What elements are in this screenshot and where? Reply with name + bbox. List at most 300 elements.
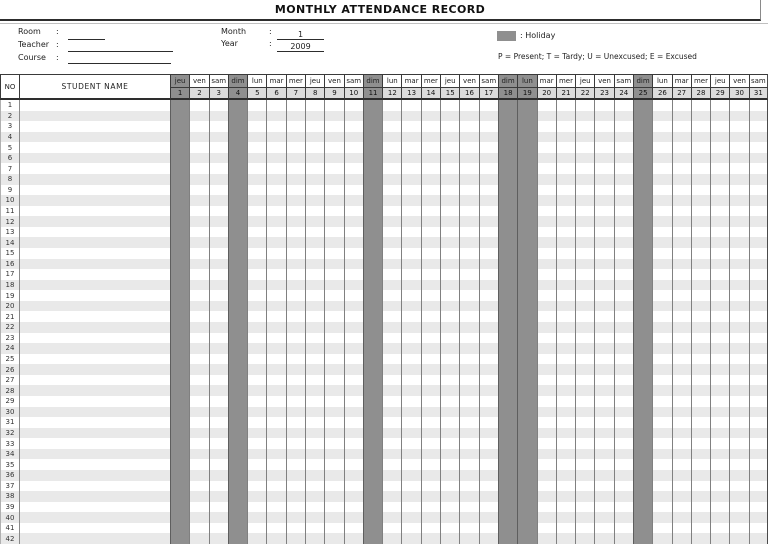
- attendance-cell[interactable]: [691, 174, 710, 185]
- attendance-cell[interactable]: [363, 438, 382, 449]
- attendance-cell[interactable]: [556, 195, 575, 206]
- attendance-cell[interactable]: [170, 343, 189, 354]
- attendance-cell[interactable]: [672, 280, 691, 291]
- attendance-cell[interactable]: [633, 132, 652, 143]
- attendance-cell[interactable]: [344, 470, 363, 481]
- attendance-cell[interactable]: [189, 280, 208, 291]
- attendance-cell[interactable]: [652, 163, 671, 174]
- attendance-cell[interactable]: [324, 449, 343, 460]
- attendance-cell[interactable]: [498, 227, 517, 238]
- attendance-cell[interactable]: [749, 248, 768, 259]
- attendance-cell[interactable]: [209, 449, 228, 460]
- attendance-cell[interactable]: [247, 311, 266, 322]
- attendance-cell[interactable]: [228, 174, 247, 185]
- attendance-cell[interactable]: [517, 248, 536, 259]
- student-name-cell[interactable]: [19, 364, 170, 375]
- attendance-cell[interactable]: [537, 132, 556, 143]
- attendance-cell[interactable]: [189, 111, 208, 122]
- attendance-cell[interactable]: [556, 280, 575, 291]
- attendance-cell[interactable]: [305, 142, 324, 153]
- attendance-cell[interactable]: [209, 280, 228, 291]
- attendance-cell[interactable]: [575, 259, 594, 270]
- attendance-cell[interactable]: [633, 142, 652, 153]
- attendance-cell[interactable]: [209, 502, 228, 513]
- attendance-cell[interactable]: [691, 449, 710, 460]
- attendance-cell[interactable]: [498, 100, 517, 111]
- attendance-cell[interactable]: [537, 237, 556, 248]
- attendance-cell[interactable]: [344, 428, 363, 439]
- attendance-cell[interactable]: [498, 301, 517, 312]
- attendance-cell[interactable]: [594, 407, 613, 418]
- attendance-cell[interactable]: [286, 375, 305, 386]
- attendance-cell[interactable]: [286, 417, 305, 428]
- attendance-cell[interactable]: [286, 185, 305, 196]
- attendance-cell[interactable]: [286, 142, 305, 153]
- attendance-cell[interactable]: [209, 470, 228, 481]
- attendance-cell[interactable]: [382, 248, 401, 259]
- attendance-cell[interactable]: [421, 237, 440, 248]
- attendance-cell[interactable]: [305, 343, 324, 354]
- attendance-cell[interactable]: [344, 259, 363, 270]
- attendance-cell[interactable]: [286, 396, 305, 407]
- attendance-cell[interactable]: [266, 512, 285, 523]
- attendance-cell[interactable]: [594, 174, 613, 185]
- attendance-cell[interactable]: [729, 195, 748, 206]
- attendance-cell[interactable]: [537, 206, 556, 217]
- attendance-cell[interactable]: [614, 185, 633, 196]
- attendance-cell[interactable]: [266, 523, 285, 534]
- attendance-cell[interactable]: [614, 533, 633, 544]
- attendance-cell[interactable]: [324, 174, 343, 185]
- attendance-cell[interactable]: [363, 459, 382, 470]
- attendance-cell[interactable]: [344, 216, 363, 227]
- attendance-cell[interactable]: [440, 163, 459, 174]
- attendance-cell[interactable]: [440, 523, 459, 534]
- attendance-cell[interactable]: [266, 195, 285, 206]
- attendance-cell[interactable]: [266, 269, 285, 280]
- attendance-cell[interactable]: [421, 481, 440, 492]
- attendance-cell[interactable]: [498, 470, 517, 481]
- attendance-cell[interactable]: [344, 481, 363, 492]
- attendance-cell[interactable]: [440, 227, 459, 238]
- attendance-cell[interactable]: [594, 142, 613, 153]
- attendance-cell[interactable]: [421, 343, 440, 354]
- attendance-cell[interactable]: [652, 417, 671, 428]
- attendance-cell[interactable]: [247, 195, 266, 206]
- attendance-cell[interactable]: [170, 375, 189, 386]
- attendance-cell[interactable]: [363, 407, 382, 418]
- attendance-cell[interactable]: [209, 428, 228, 439]
- attendance-cell[interactable]: [247, 259, 266, 270]
- attendance-cell[interactable]: [691, 311, 710, 322]
- attendance-cell[interactable]: [652, 512, 671, 523]
- attendance-cell[interactable]: [498, 185, 517, 196]
- attendance-cell[interactable]: [440, 290, 459, 301]
- attendance-cell[interactable]: [324, 216, 343, 227]
- attendance-cell[interactable]: [517, 396, 536, 407]
- attendance-cell[interactable]: [749, 227, 768, 238]
- attendance-cell[interactable]: [594, 354, 613, 365]
- attendance-cell[interactable]: [266, 491, 285, 502]
- attendance-cell[interactable]: [691, 354, 710, 365]
- attendance-cell[interactable]: [729, 259, 748, 270]
- attendance-cell[interactable]: [517, 364, 536, 375]
- attendance-cell[interactable]: [556, 132, 575, 143]
- attendance-cell[interactable]: [421, 311, 440, 322]
- attendance-cell[interactable]: [498, 428, 517, 439]
- attendance-cell[interactable]: [305, 163, 324, 174]
- attendance-cell[interactable]: [594, 449, 613, 460]
- attendance-cell[interactable]: [729, 269, 748, 280]
- attendance-cell[interactable]: [672, 438, 691, 449]
- attendance-cell[interactable]: [247, 343, 266, 354]
- attendance-cell[interactable]: [209, 248, 228, 259]
- attendance-cell[interactable]: [710, 533, 729, 544]
- attendance-cell[interactable]: [209, 163, 228, 174]
- attendance-cell[interactable]: [382, 153, 401, 164]
- attendance-cell[interactable]: [266, 259, 285, 270]
- attendance-cell[interactable]: [537, 301, 556, 312]
- attendance-cell[interactable]: [247, 132, 266, 143]
- attendance-cell[interactable]: [556, 322, 575, 333]
- attendance-cell[interactable]: [189, 248, 208, 259]
- attendance-cell[interactable]: [537, 153, 556, 164]
- attendance-cell[interactable]: [479, 449, 498, 460]
- student-name-cell[interactable]: [19, 153, 170, 164]
- attendance-cell[interactable]: [479, 311, 498, 322]
- attendance-cell[interactable]: [209, 259, 228, 270]
- attendance-cell[interactable]: [305, 502, 324, 513]
- attendance-cell[interactable]: [440, 428, 459, 439]
- attendance-cell[interactable]: [440, 259, 459, 270]
- attendance-cell[interactable]: [305, 132, 324, 143]
- attendance-cell[interactable]: [440, 269, 459, 280]
- attendance-cell[interactable]: [691, 290, 710, 301]
- attendance-cell[interactable]: [344, 195, 363, 206]
- attendance-cell[interactable]: [459, 142, 478, 153]
- attendance-cell[interactable]: [440, 449, 459, 460]
- attendance-cell[interactable]: [266, 280, 285, 291]
- attendance-cell[interactable]: [749, 216, 768, 227]
- attendance-cell[interactable]: [729, 206, 748, 217]
- attendance-cell[interactable]: [517, 227, 536, 238]
- attendance-cell[interactable]: [247, 407, 266, 418]
- attendance-cell[interactable]: [614, 375, 633, 386]
- attendance-cell[interactable]: [749, 385, 768, 396]
- attendance-cell[interactable]: [729, 354, 748, 365]
- attendance-cell[interactable]: [614, 206, 633, 217]
- attendance-cell[interactable]: [363, 142, 382, 153]
- attendance-cell[interactable]: [459, 301, 478, 312]
- student-name-cell[interactable]: [19, 163, 170, 174]
- attendance-cell[interactable]: [556, 227, 575, 238]
- student-name-cell[interactable]: [19, 216, 170, 227]
- attendance-cell[interactable]: [189, 502, 208, 513]
- attendance-cell[interactable]: [594, 343, 613, 354]
- attendance-cell[interactable]: [286, 407, 305, 418]
- attendance-cell[interactable]: [633, 396, 652, 407]
- attendance-cell[interactable]: [401, 407, 420, 418]
- attendance-cell[interactable]: [710, 375, 729, 386]
- attendance-cell[interactable]: [247, 206, 266, 217]
- attendance-cell[interactable]: [363, 227, 382, 238]
- attendance-cell[interactable]: [729, 185, 748, 196]
- attendance-cell[interactable]: [401, 385, 420, 396]
- attendance-cell[interactable]: [517, 512, 536, 523]
- attendance-cell[interactable]: [266, 428, 285, 439]
- attendance-cell[interactable]: [228, 142, 247, 153]
- attendance-cell[interactable]: [401, 396, 420, 407]
- attendance-cell[interactable]: [382, 142, 401, 153]
- attendance-cell[interactable]: [440, 385, 459, 396]
- attendance-cell[interactable]: [575, 132, 594, 143]
- attendance-cell[interactable]: [266, 322, 285, 333]
- attendance-cell[interactable]: [459, 195, 478, 206]
- attendance-cell[interactable]: [556, 459, 575, 470]
- attendance-cell[interactable]: [498, 269, 517, 280]
- attendance-cell[interactable]: [305, 470, 324, 481]
- attendance-cell[interactable]: [189, 364, 208, 375]
- attendance-cell[interactable]: [170, 354, 189, 365]
- attendance-cell[interactable]: [382, 121, 401, 132]
- attendance-cell[interactable]: [556, 185, 575, 196]
- attendance-cell[interactable]: [305, 322, 324, 333]
- attendance-cell[interactable]: [498, 385, 517, 396]
- attendance-cell[interactable]: [537, 385, 556, 396]
- attendance-cell[interactable]: [652, 248, 671, 259]
- attendance-cell[interactable]: [170, 163, 189, 174]
- attendance-cell[interactable]: [247, 512, 266, 523]
- attendance-cell[interactable]: [517, 354, 536, 365]
- attendance-cell[interactable]: [324, 491, 343, 502]
- attendance-cell[interactable]: [344, 459, 363, 470]
- attendance-cell[interactable]: [729, 174, 748, 185]
- attendance-cell[interactable]: [189, 375, 208, 386]
- attendance-cell[interactable]: [710, 428, 729, 439]
- attendance-cell[interactable]: [247, 301, 266, 312]
- attendance-cell[interactable]: [672, 206, 691, 217]
- attendance-cell[interactable]: [324, 438, 343, 449]
- attendance-cell[interactable]: [749, 470, 768, 481]
- attendance-cell[interactable]: [209, 290, 228, 301]
- attendance-cell[interactable]: [401, 354, 420, 365]
- attendance-cell[interactable]: [363, 428, 382, 439]
- attendance-cell[interactable]: [633, 259, 652, 270]
- attendance-cell[interactable]: [652, 523, 671, 534]
- attendance-cell[interactable]: [209, 343, 228, 354]
- student-name-cell[interactable]: [19, 111, 170, 122]
- attendance-cell[interactable]: [672, 364, 691, 375]
- attendance-cell[interactable]: [401, 502, 420, 513]
- attendance-cell[interactable]: [633, 438, 652, 449]
- student-name-cell[interactable]: [19, 428, 170, 439]
- attendance-cell[interactable]: [749, 333, 768, 344]
- student-name-cell[interactable]: [19, 417, 170, 428]
- attendance-cell[interactable]: [691, 185, 710, 196]
- attendance-cell[interactable]: [710, 396, 729, 407]
- attendance-cell[interactable]: [344, 438, 363, 449]
- attendance-cell[interactable]: [209, 153, 228, 164]
- attendance-cell[interactable]: [189, 343, 208, 354]
- attendance-cell[interactable]: [556, 163, 575, 174]
- attendance-cell[interactable]: [479, 364, 498, 375]
- attendance-cell[interactable]: [575, 216, 594, 227]
- attendance-cell[interactable]: [498, 375, 517, 386]
- attendance-cell[interactable]: [401, 533, 420, 544]
- attendance-cell[interactable]: [247, 375, 266, 386]
- attendance-cell[interactable]: [575, 195, 594, 206]
- attendance-cell[interactable]: [517, 407, 536, 418]
- attendance-cell[interactable]: [189, 385, 208, 396]
- attendance-cell[interactable]: [537, 354, 556, 365]
- student-name-cell[interactable]: [19, 459, 170, 470]
- attendance-cell[interactable]: [691, 491, 710, 502]
- attendance-cell[interactable]: [672, 269, 691, 280]
- attendance-cell[interactable]: [749, 417, 768, 428]
- attendance-cell[interactable]: [459, 185, 478, 196]
- attendance-cell[interactable]: [652, 375, 671, 386]
- attendance-cell[interactable]: [672, 100, 691, 111]
- attendance-cell[interactable]: [537, 174, 556, 185]
- attendance-cell[interactable]: [247, 290, 266, 301]
- attendance-cell[interactable]: [749, 174, 768, 185]
- attendance-cell[interactable]: [344, 396, 363, 407]
- attendance-cell[interactable]: [344, 449, 363, 460]
- attendance-cell[interactable]: [401, 111, 420, 122]
- attendance-cell[interactable]: [209, 354, 228, 365]
- attendance-cell[interactable]: [209, 364, 228, 375]
- attendance-cell[interactable]: [710, 322, 729, 333]
- attendance-cell[interactable]: [556, 142, 575, 153]
- attendance-cell[interactable]: [652, 438, 671, 449]
- attendance-cell[interactable]: [479, 512, 498, 523]
- attendance-cell[interactable]: [324, 364, 343, 375]
- attendance-cell[interactable]: [479, 523, 498, 534]
- attendance-cell[interactable]: [440, 396, 459, 407]
- attendance-cell[interactable]: [228, 438, 247, 449]
- attendance-cell[interactable]: [228, 195, 247, 206]
- attendance-cell[interactable]: [633, 100, 652, 111]
- attendance-cell[interactable]: [556, 216, 575, 227]
- attendance-cell[interactable]: [305, 459, 324, 470]
- attendance-cell[interactable]: [286, 470, 305, 481]
- attendance-cell[interactable]: [537, 259, 556, 270]
- attendance-cell[interactable]: [228, 121, 247, 132]
- attendance-cell[interactable]: [710, 523, 729, 534]
- attendance-cell[interactable]: [575, 269, 594, 280]
- attendance-cell[interactable]: [401, 449, 420, 460]
- student-name-cell[interactable]: [19, 195, 170, 206]
- attendance-cell[interactable]: [266, 100, 285, 111]
- attendance-cell[interactable]: [401, 195, 420, 206]
- attendance-cell[interactable]: [517, 174, 536, 185]
- attendance-cell[interactable]: [421, 407, 440, 418]
- attendance-cell[interactable]: [749, 290, 768, 301]
- attendance-cell[interactable]: [344, 290, 363, 301]
- attendance-cell[interactable]: [324, 523, 343, 534]
- attendance-cell[interactable]: [421, 322, 440, 333]
- attendance-cell[interactable]: [672, 449, 691, 460]
- attendance-cell[interactable]: [633, 343, 652, 354]
- attendance-cell[interactable]: [324, 470, 343, 481]
- attendance-cell[interactable]: [421, 142, 440, 153]
- attendance-cell[interactable]: [189, 301, 208, 312]
- attendance-cell[interactable]: [479, 111, 498, 122]
- attendance-cell[interactable]: [266, 111, 285, 122]
- attendance-cell[interactable]: [401, 343, 420, 354]
- attendance-cell[interactable]: [517, 132, 536, 143]
- attendance-cell[interactable]: [440, 142, 459, 153]
- attendance-cell[interactable]: [537, 438, 556, 449]
- attendance-cell[interactable]: [421, 195, 440, 206]
- attendance-cell[interactable]: [556, 491, 575, 502]
- attendance-cell[interactable]: [556, 111, 575, 122]
- attendance-cell[interactable]: [710, 227, 729, 238]
- attendance-cell[interactable]: [286, 449, 305, 460]
- attendance-cell[interactable]: [421, 396, 440, 407]
- attendance-cell[interactable]: [614, 269, 633, 280]
- attendance-cell[interactable]: [228, 343, 247, 354]
- attendance-cell[interactable]: [305, 216, 324, 227]
- attendance-cell[interactable]: [421, 523, 440, 534]
- attendance-cell[interactable]: [459, 512, 478, 523]
- attendance-cell[interactable]: [170, 333, 189, 344]
- attendance-cell[interactable]: [421, 470, 440, 481]
- attendance-cell[interactable]: [633, 269, 652, 280]
- attendance-cell[interactable]: [401, 322, 420, 333]
- attendance-cell[interactable]: [672, 396, 691, 407]
- attendance-cell[interactable]: [614, 111, 633, 122]
- attendance-cell[interactable]: [382, 174, 401, 185]
- attendance-cell[interactable]: [401, 333, 420, 344]
- attendance-cell[interactable]: [189, 438, 208, 449]
- attendance-cell[interactable]: [594, 481, 613, 492]
- attendance-cell[interactable]: [691, 322, 710, 333]
- attendance-cell[interactable]: [247, 100, 266, 111]
- attendance-cell[interactable]: [324, 354, 343, 365]
- attendance-cell[interactable]: [344, 153, 363, 164]
- attendance-cell[interactable]: [421, 533, 440, 544]
- attendance-cell[interactable]: [594, 100, 613, 111]
- attendance-cell[interactable]: [614, 216, 633, 227]
- attendance-cell[interactable]: [324, 121, 343, 132]
- teacher-field[interactable]: [68, 43, 173, 52]
- student-name-cell[interactable]: [19, 343, 170, 354]
- attendance-cell[interactable]: [363, 153, 382, 164]
- attendance-cell[interactable]: [633, 449, 652, 460]
- attendance-cell[interactable]: [286, 153, 305, 164]
- attendance-cell[interactable]: [594, 111, 613, 122]
- attendance-cell[interactable]: [710, 354, 729, 365]
- attendance-cell[interactable]: [498, 533, 517, 544]
- attendance-cell[interactable]: [247, 269, 266, 280]
- attendance-cell[interactable]: [459, 163, 478, 174]
- attendance-cell[interactable]: [614, 407, 633, 418]
- attendance-cell[interactable]: [382, 111, 401, 122]
- attendance-cell[interactable]: [286, 311, 305, 322]
- attendance-cell[interactable]: [710, 280, 729, 291]
- attendance-cell[interactable]: [324, 385, 343, 396]
- attendance-cell[interactable]: [421, 333, 440, 344]
- attendance-cell[interactable]: [209, 237, 228, 248]
- attendance-cell[interactable]: [305, 237, 324, 248]
- attendance-cell[interactable]: [344, 364, 363, 375]
- attendance-cell[interactable]: [633, 311, 652, 322]
- attendance-cell[interactable]: [575, 385, 594, 396]
- attendance-cell[interactable]: [594, 428, 613, 439]
- attendance-cell[interactable]: [537, 470, 556, 481]
- attendance-cell[interactable]: [459, 322, 478, 333]
